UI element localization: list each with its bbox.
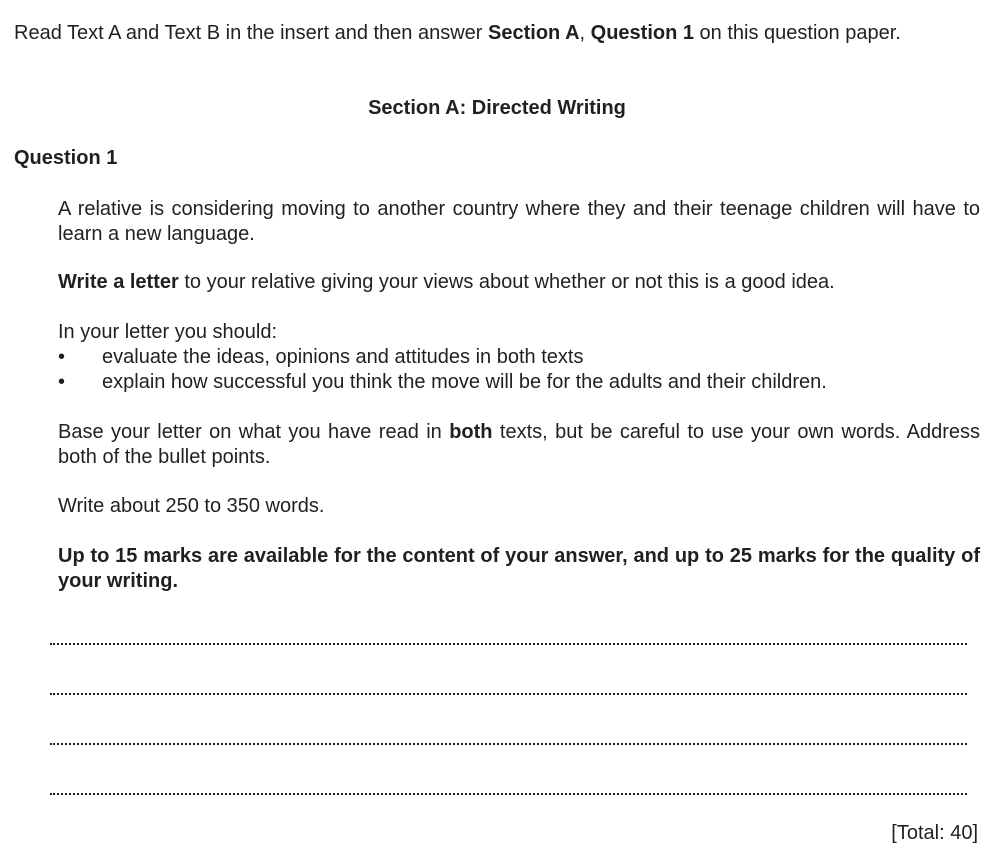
instructions-lead: In your letter you should:	[58, 321, 278, 343]
answer-line[interactable]	[50, 793, 967, 795]
task-paragraph	[58, 270, 980, 295]
base-paragraph	[58, 420, 980, 469]
bullet-item	[58, 370, 980, 396]
section-heading: Section A: Directed Writing	[368, 97, 626, 119]
question-heading: Question 1	[14, 147, 118, 169]
total-marks: [Total: 40]	[891, 822, 978, 844]
answer-line[interactable]	[50, 693, 967, 695]
intro-instruction	[14, 21, 901, 45]
bullet-icon: •	[58, 345, 66, 368]
base-text-end: texts, but be careful to use your own words. Address both of the bullet points.	[58, 421, 981, 468]
instructions-block	[58, 320, 980, 396]
bullet-icon: •	[58, 371, 66, 393]
answer-line[interactable]	[50, 643, 967, 645]
intro-question-ref: Question 1	[590, 22, 694, 44]
task-bold-text: Write a letter	[58, 271, 179, 293]
base-bold-text: both	[449, 421, 493, 443]
marks-note: Up to 15 marks are available for the content of your answer, and up to 25 marks for the quality of your writing.	[58, 545, 980, 592]
bullet-text: explain how successful you think the move will be for the adults and their children.	[102, 371, 827, 393]
intro-section-ref: Section A	[488, 22, 580, 44]
bullet-list	[58, 345, 980, 396]
bullet-item	[58, 345, 980, 371]
intro-comma: ,	[579, 22, 591, 44]
bullet-text: evaluate the ideas, opinions and attitudes in both texts	[102, 345, 584, 368]
task-text: to your relative giving your views about whether or not this is a good idea.	[178, 271, 835, 293]
intro-text-end: on this question paper.	[694, 22, 901, 44]
scenario-paragraph: A relative is considering moving to another country where they and their teenage children will have to learn a new language.	[58, 198, 980, 245]
answer-line[interactable]	[50, 743, 967, 745]
word-count-instruction: Write about 250 to 350 words.	[58, 495, 325, 517]
base-text-start: Base your letter on what you have read in	[58, 421, 450, 443]
intro-text-start: Read Text A and Text B in the insert and then answer	[14, 22, 489, 44]
